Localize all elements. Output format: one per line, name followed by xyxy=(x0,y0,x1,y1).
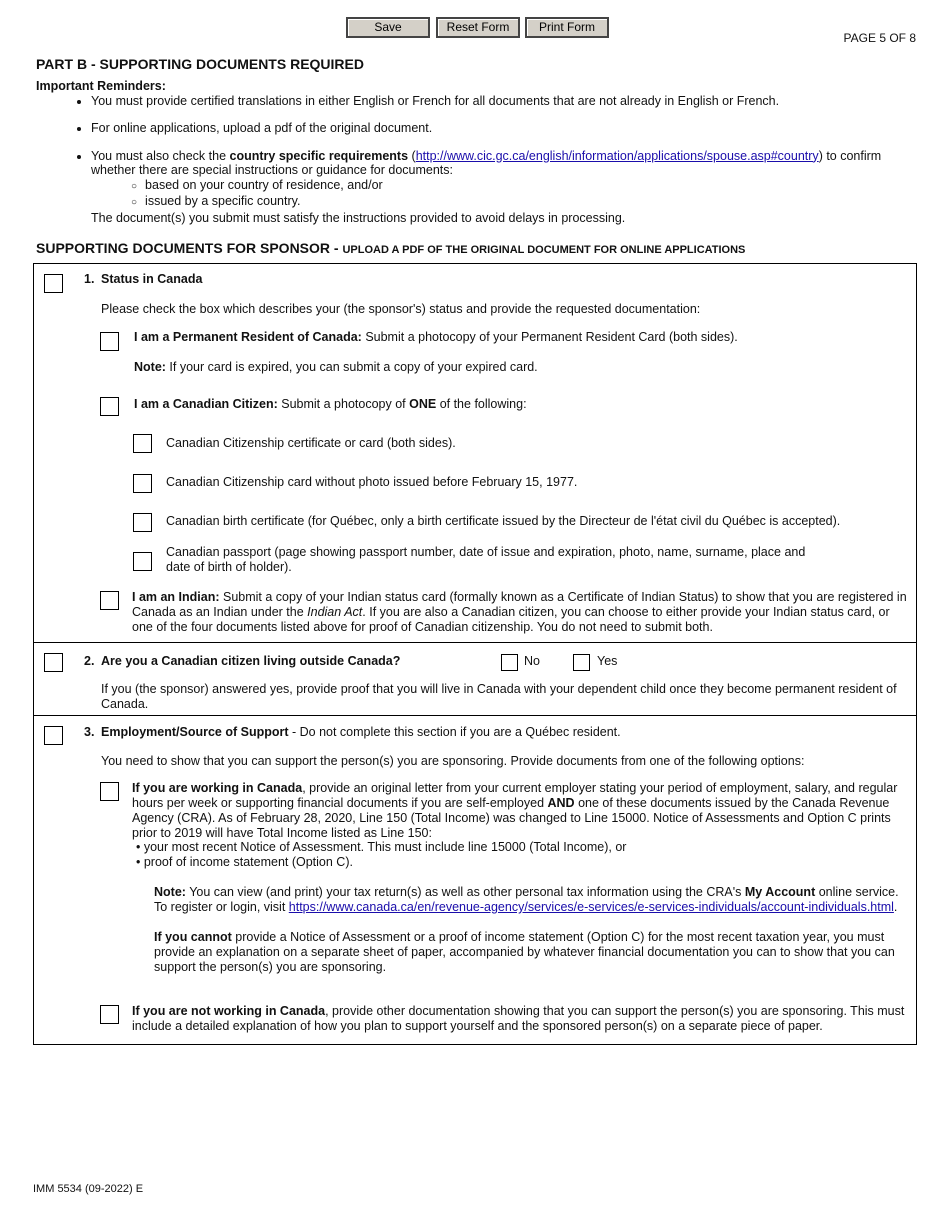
reminders-list xyxy=(36,94,906,211)
reminder-country-requirements xyxy=(91,149,906,211)
citizen-end: of the following: xyxy=(436,397,527,411)
q3-instruction: You need to show that you can support the person(s) you are sponsoring. Provide documents from one of the following options: xyxy=(101,754,805,768)
not-working-in-canada-checkbox[interactable] xyxy=(100,1005,119,1024)
reminder-translations: • You must provide certified translations in either English or French for all documents that are not already in English or French. xyxy=(91,94,906,109)
q2-yes-label: Yes xyxy=(597,654,618,668)
income-bullet-1: • your most recent Notice of Assessment. This must include line 15000 (Total Income), or xyxy=(136,840,627,854)
q3-title-note: - Do not complete this section if you are a Québec resident. xyxy=(288,725,621,739)
citizenship-certificate-checkbox[interactable] xyxy=(133,434,152,453)
indian-act: Indian Act xyxy=(307,605,363,619)
working-in-canada-checkbox[interactable] xyxy=(100,782,119,801)
reset-form-button[interactable]: Reset Form xyxy=(436,17,520,38)
q3-title xyxy=(101,725,621,740)
reminder-text: ) to confirm whether there are special instructions or guidance for documents: xyxy=(91,148,882,177)
part-title: PART B - SUPPORTING DOCUMENTS REQUIRED xyxy=(36,56,364,72)
reminders-closing: The document(s) you submit must satisfy the instructions provided to avoid delays in processing. xyxy=(91,210,626,225)
canadian-citizen-text xyxy=(134,397,527,412)
reminder-text: You must also check the xyxy=(91,148,230,163)
permanent-resident-text xyxy=(134,330,738,345)
passport-label-line1: Canadian passport (page showing passport number, date of issue and expiration, photo, name, surname, place and xyxy=(166,545,806,559)
reminder-online-pdf: • For online applications, upload a pdf of the original document. xyxy=(91,121,906,136)
sublist-item: ○ based on your country of residence, and/or xyxy=(131,178,906,195)
page-number: PAGE 5 OF 8 xyxy=(843,31,916,45)
cannot-bold: If you cannot xyxy=(154,930,232,944)
note-bold: Note: xyxy=(154,885,186,899)
divider xyxy=(33,715,917,716)
canadian-citizen-checkbox[interactable] xyxy=(100,397,119,416)
section-title xyxy=(36,240,745,256)
q2-yes-checkbox[interactable] xyxy=(573,654,590,671)
note-text: You can view (and print) your tax return(s) as well as other personal tax information using the CRA's xyxy=(185,885,745,899)
citizenship-certificate-label: Canadian Citizenship certificate or card (both sides). xyxy=(166,436,456,450)
birth-certificate-checkbox[interactable] xyxy=(133,513,152,532)
citizenship-card-label: Canadian Citizenship card without photo issued before February 15, 1977. xyxy=(166,475,578,489)
section-title-main: SUPPORTING DOCUMENTS FOR SPONSOR - xyxy=(36,240,343,256)
indian-text: Submit a copy of your Indian status card (formally known as a Certificate of Indian Status) to show that you are registered in Canada as an Indian under the xyxy=(132,590,907,619)
q2-number: 2. xyxy=(84,654,95,668)
passport-label xyxy=(166,545,886,575)
note-dot: . xyxy=(893,900,898,914)
important-reminders xyxy=(36,79,906,225)
work-text: , provide an original letter from your current employer stating your period of employment, salary, and regular hours per week or supporting financial documents if you are self-employed xyxy=(132,781,898,810)
country-requirements-bold: country specific requirements xyxy=(229,148,409,163)
cra-account-link[interactable]: https://www.canada.ca/en/revenue-agency/services/e-services/e-services-individuals/account-individuals.html xyxy=(288,900,894,914)
citizen-bold: I am a Canadian Citizen: xyxy=(134,397,278,411)
indian-end: . If you are also a Canadian citizen, you can choose to either provide your Indian status card, or one of the four documents listed above for proof of Canadian citizenship. You do not need to submit both. xyxy=(132,605,890,634)
q1-instruction: Please check the box which describes your (the sponsor's) status and provide the requested documentation: xyxy=(101,302,701,316)
sublist-item: ○ issued by a specific country. xyxy=(131,194,906,211)
indian-status-text xyxy=(132,590,907,635)
note-text-2: online service. To register or login, visit xyxy=(154,885,899,914)
notwork-bold: If you are not working in Canada xyxy=(132,1004,326,1018)
q3-title-bold: Employment/Source of Support xyxy=(101,725,289,739)
note-text: If your card is expired, you can submit a copy of your expired card. xyxy=(165,360,538,374)
birth-certificate-label: Canadian birth certificate (for Québec, only a birth certificate issued by the Directeur de l'état civil du Québec is accepted). xyxy=(166,514,841,528)
q2-title: Are you a Canadian citizen living outside Canada? xyxy=(101,654,401,668)
my-account-bold: My Account xyxy=(744,885,816,899)
note-bold: Note: xyxy=(134,360,166,374)
pr-text: Submit a photocopy of your Permanent Resident Card (both sides). xyxy=(361,330,738,344)
work-bold: If you are working in Canada xyxy=(132,781,303,795)
indian-status-checkbox[interactable] xyxy=(100,591,119,610)
print-form-button[interactable]: Print Form xyxy=(525,17,609,38)
section-subtitle: UPLOAD A PDF OF THE ORIGINAL DOCUMENT FOR ONLINE APPLICATIONS xyxy=(342,244,746,256)
q3-number: 3. xyxy=(84,725,95,739)
indian-bold: I am an Indian: xyxy=(132,590,220,604)
form-footer: IMM 5534 (09-2022) E xyxy=(33,1183,144,1195)
q1-number: 1. xyxy=(84,272,95,286)
citizen-one: ONE xyxy=(409,397,437,411)
divider xyxy=(33,642,917,643)
q2-no-checkbox[interactable] xyxy=(501,654,518,671)
country-requirements-link[interactable]: http://www.cic.gc.ca/english/information/applications/spouse.asp#country xyxy=(415,148,819,163)
reminders-heading: Important Reminders: xyxy=(36,79,166,93)
if-you-cannot-text xyxy=(154,930,899,975)
reminder-sublist xyxy=(91,178,906,211)
work-and: AND xyxy=(547,796,575,810)
q1-title: Status in Canada xyxy=(101,272,203,286)
q2-checkbox[interactable] xyxy=(44,653,63,672)
income-bullet-2: • proof of income statement (Option C). xyxy=(136,855,353,869)
q3-checkbox[interactable] xyxy=(44,726,63,745)
save-button[interactable]: Save xyxy=(346,17,430,38)
not-working-in-canada-text xyxy=(132,1004,907,1034)
pr-note xyxy=(134,360,538,375)
citizen-text: Submit a photocopy of xyxy=(277,397,410,411)
pr-bold: I am a Permanent Resident of Canada: xyxy=(134,330,362,344)
work-end: one of these documents issued by the Canada Revenue Agency (CRA). As of February 28, 2020, Line 150 (Total Income) was changed to Line 15000. Notice of Assessments and Option C prints prior to 2019 will have Total Income listed as Line 150: xyxy=(132,796,891,840)
notwork-text: , provide other documentation showing that you can support the person(s) you are sponsoring. This must include a detailed explanation of how you plan to support yourself and the sponsored person(s) on a separate piece of paper. xyxy=(132,1004,905,1033)
reminder-text: ( xyxy=(408,148,416,163)
passport-label-line2: date of birth of holder). xyxy=(166,560,292,574)
cra-note xyxy=(154,885,904,915)
permanent-resident-checkbox[interactable] xyxy=(100,332,119,351)
q2-text: If you (the sponsor) answered yes, provide proof that you will live in Canada with your dependent child once they become permanent resident of Canada. xyxy=(101,682,897,711)
citizenship-card-checkbox[interactable] xyxy=(133,474,152,493)
q1-checkbox[interactable] xyxy=(44,274,63,293)
passport-checkbox[interactable] xyxy=(133,552,152,571)
q2-no-label: No xyxy=(524,654,540,668)
working-in-canada-text xyxy=(132,781,902,841)
cannot-text: provide a Notice of Assessment or a proof of income statement (Option C) for the most recent taxation year, you must provide an explanation on a separate sheet of paper, accompanied by whatever financial documentation you can to show that you can support the person(s) you are sponsoring. xyxy=(154,930,895,974)
